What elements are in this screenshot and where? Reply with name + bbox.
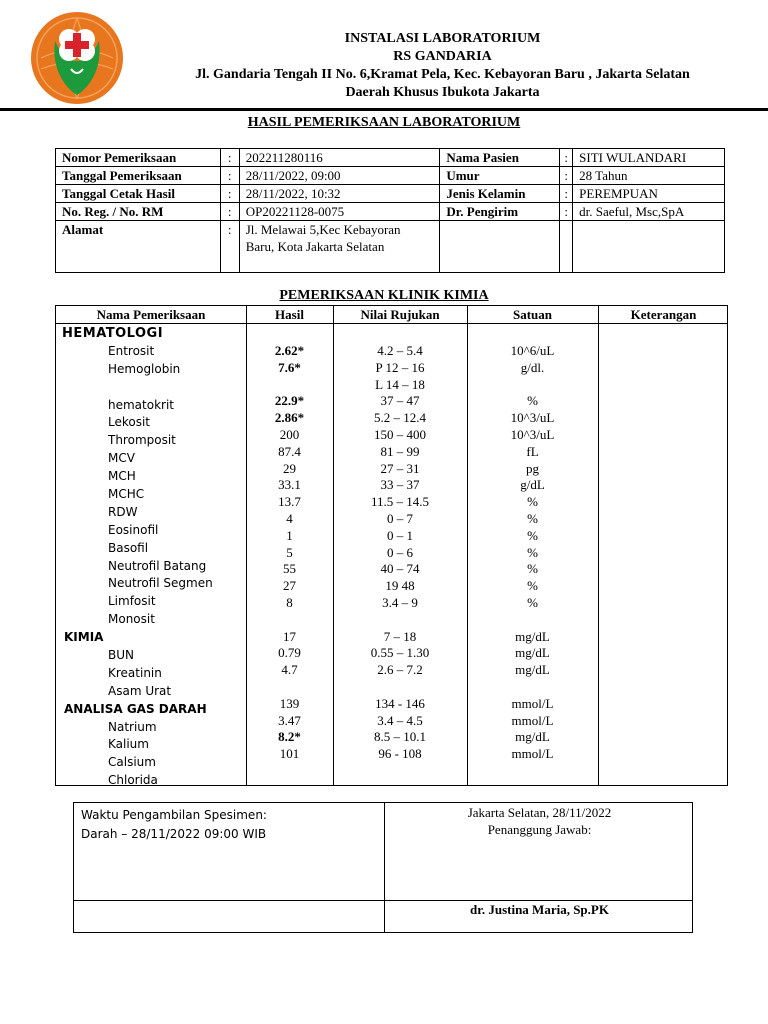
info-row: [56, 203, 725, 221]
column-divider: [598, 306, 599, 785]
test-name: MCH: [108, 469, 136, 484]
result-value: 4: [286, 510, 293, 526]
result-value: 3.47: [278, 712, 301, 728]
unit: 10^3/uL: [510, 410, 555, 426]
result-value: 17: [283, 628, 296, 644]
test-names-column: [56, 325, 246, 790]
result-value: 8.2*: [278, 729, 301, 745]
signature-box: [73, 802, 693, 933]
unit: mg/dL: [515, 662, 550, 678]
results-table: [55, 305, 728, 786]
exam-date-value: 28/11/2022, 09:00: [239, 167, 440, 185]
exam-number-value: 202211280116: [239, 149, 440, 167]
reference-range: 81 – 99: [380, 443, 420, 459]
reference-range: 0.55 – 1.30: [370, 645, 430, 661]
header-rujukan: Nilai Rujukan: [360, 307, 440, 322]
test-group: ANALISA GAS DARAH: [64, 701, 207, 716]
header-keterangan: Keterangan: [630, 307, 697, 322]
test-name: Entrosit: [108, 343, 155, 358]
unit: %: [527, 594, 538, 610]
reference-range: 5.2 – 12.4: [374, 410, 426, 426]
result-value: 139: [279, 695, 300, 711]
colon: :: [220, 149, 239, 167]
result-value: 2.86*: [274, 410, 305, 426]
test-name: Neutrofil Segmen: [108, 576, 213, 591]
reference-range: 3.4 – 4.5: [377, 712, 423, 728]
test-name: Hemoglobin: [108, 361, 181, 376]
result-value: [246, 612, 333, 629]
colon: :: [220, 185, 239, 203]
unit: g/dL: [520, 477, 545, 493]
colon: :: [220, 203, 239, 221]
header-divider: [0, 108, 768, 111]
address-line: Baru, Kota Jakarta Selatan: [245, 239, 385, 254]
specimen-label: Waktu Pengambilan Spesimen:: [81, 808, 267, 822]
reference-range: [333, 612, 467, 629]
reference-range: 4.2 – 5.4: [377, 343, 423, 358]
exam-number-label: Nomor Pemeriksaan: [56, 149, 221, 167]
specimen-value: Darah – 28/11/2022 09:00 WIB: [81, 827, 267, 841]
reference-range: 134 - 146: [375, 695, 425, 711]
signature-block: [385, 804, 694, 838]
test-name: Kreatinin: [108, 665, 162, 680]
reference-range: P 12 – 16: [375, 359, 425, 375]
test-name: Kalium: [108, 737, 149, 752]
place-date: Jakarta Selatan, 28/11/2022: [467, 805, 612, 820]
result-value: [246, 679, 333, 696]
reference-range: 0 – 1: [387, 527, 413, 543]
reg-value: OP20221128-0075: [239, 203, 440, 221]
info-row: [56, 221, 725, 273]
age-label: Umur: [440, 167, 560, 185]
reference-range: 11.5 – 14.5: [370, 494, 430, 510]
result-value: 1: [286, 527, 293, 543]
section-title: PEMERIKSAAN KLINIK KIMIA: [279, 288, 489, 303]
hospital-region: Daerah Khusus Ibukota Jakarta: [345, 85, 540, 100]
unit: %: [527, 527, 538, 543]
colon: :: [220, 167, 239, 185]
patient-name-label: Nama Pasien: [440, 149, 560, 167]
print-date-label: Tanggal Cetak Hasil: [56, 185, 221, 203]
test-name: Calsium: [108, 755, 156, 770]
colon: :: [560, 185, 573, 203]
unit: %: [527, 393, 538, 409]
reference-range: 150 – 400: [374, 426, 426, 442]
test-name: Limfosit: [108, 594, 156, 609]
unit: mg/dL: [515, 729, 550, 745]
test-name: Asam Urat: [108, 683, 172, 698]
unit: %: [527, 578, 538, 594]
result-value: 0.79: [278, 645, 301, 661]
test-name: RDW: [108, 504, 138, 519]
colon: :: [560, 149, 573, 167]
letterhead: [130, 30, 755, 102]
result-value: 7.6*: [278, 359, 301, 375]
unit: mmol/L: [511, 746, 554, 762]
box-divider: [74, 900, 692, 901]
empty-cell: [573, 221, 725, 273]
result-value: 29: [283, 460, 296, 476]
document-title: HASIL PEMERIKSAAN LABORATORIUM: [247, 115, 521, 130]
hospital-logo: [27, 11, 127, 106]
sex-value: PEREMPUAN: [573, 185, 725, 203]
result-value: [246, 377, 333, 394]
reference-column: [333, 343, 467, 763]
result-value: 87.4: [278, 443, 301, 459]
unit: mg/dL: [515, 628, 550, 644]
result-value: 33.1: [278, 477, 301, 493]
unit: [467, 679, 598, 696]
reference-range: 40 – 74: [380, 561, 420, 577]
address-line: Jl. Melawai 5,Kec Kebayoran: [245, 222, 401, 237]
reference-range: 0 – 7: [387, 510, 413, 526]
test-group: KIMIA: [64, 630, 104, 645]
unit: mmol/L: [511, 712, 554, 728]
colon: :: [560, 167, 573, 185]
reference-range: 0 – 6: [387, 544, 413, 560]
reference-range: 7 – 18: [383, 628, 417, 644]
doctor-label: Dr. Pengirim: [440, 203, 560, 221]
print-date-value: 28/11/2022, 10:32: [239, 185, 440, 203]
results-header: [56, 306, 727, 324]
result-value: 200: [279, 426, 300, 442]
patient-info-table: [55, 148, 725, 273]
reference-range: 96 - 108: [378, 746, 422, 762]
unit: mmol/L: [511, 695, 554, 711]
result-value: 5: [286, 544, 293, 560]
age-value: 28 Tahun: [573, 167, 725, 185]
reference-range: 37 – 47: [380, 393, 420, 409]
info-row: [56, 167, 725, 185]
reference-range: [333, 679, 467, 696]
patient-name-value: SITI WULANDARI: [573, 149, 725, 167]
unit: [467, 612, 598, 629]
unit: fL: [526, 443, 539, 459]
test-name: Natrium: [108, 719, 157, 734]
reg-label: No. Reg. / No. RM: [56, 203, 221, 221]
test-name: MCV: [108, 451, 135, 466]
test-name: [56, 379, 246, 397]
institution-name: INSTALASI LABORATORIUM: [344, 31, 541, 46]
unit: %: [527, 510, 538, 526]
results-column: [246, 343, 333, 763]
unit: [467, 377, 598, 394]
unit: 10^3/uL: [510, 426, 555, 442]
result-value: 4.7: [281, 662, 298, 678]
responsible-label: Penanggung Jawab:: [487, 822, 592, 837]
test-name: MCHC: [108, 487, 145, 502]
test-group: HEMATOLOGI: [62, 326, 164, 341]
test-name: Thromposit: [108, 433, 176, 448]
colon: :: [560, 203, 573, 221]
reference-range: 8.5 – 10.1: [374, 729, 426, 745]
test-name: Chlorida: [108, 773, 158, 788]
empty-cell: [440, 221, 560, 273]
unit: 10^6/uL: [510, 343, 555, 358]
info-row: [56, 185, 725, 203]
address-label: Alamat: [56, 221, 221, 273]
doctor-value: dr. Saeful, Msc,SpA: [573, 203, 725, 221]
result-value: 101: [279, 746, 300, 762]
test-name: BUN: [108, 648, 134, 663]
unit: g/dl.: [520, 359, 545, 375]
reference-range: 33 – 37: [380, 477, 420, 493]
test-name: hematokrit: [108, 397, 174, 412]
test-name: Basofil: [108, 540, 149, 555]
unit: %: [527, 494, 538, 510]
address-value: [239, 221, 440, 273]
result-value: 55: [283, 561, 296, 577]
test-name: Lekosit: [108, 415, 151, 430]
sex-label: Jenis Kelamin: [440, 185, 560, 203]
reference-range: 19 48: [385, 578, 415, 594]
info-row: [56, 149, 725, 167]
result-value: 2.62*: [274, 343, 305, 358]
result-value: 13.7: [278, 494, 301, 510]
hospital-name: RS GANDARIA: [393, 49, 492, 64]
result-value: 22.9*: [274, 393, 305, 409]
empty-cell: [560, 221, 573, 273]
unit: %: [527, 561, 538, 577]
test-name: Monosit: [108, 612, 155, 627]
colon: :: [220, 221, 239, 273]
specimen-info: [81, 806, 267, 844]
unit: pg: [526, 460, 539, 476]
signer-name: dr. Justina Maria, Sp.PK: [470, 902, 609, 917]
unit: mg/dL: [515, 645, 550, 661]
header-satuan: Satuan: [512, 307, 553, 322]
header-nama: Nama Pemeriksaan: [96, 307, 206, 322]
reference-range: L 14 – 18: [375, 376, 425, 392]
unit: %: [527, 544, 538, 560]
units-column: [467, 343, 598, 763]
test-name: Neutrofil Batang: [108, 558, 207, 573]
header-hasil: Hasil: [275, 307, 304, 322]
reference-range: 3.4 – 9: [382, 594, 418, 610]
exam-date-label: Tanggal Pemeriksaan: [56, 167, 221, 185]
reference-range: 2.6 – 7.2: [377, 662, 423, 678]
result-value: 27: [283, 578, 296, 594]
hospital-address: Jl. Gandaria Tengah II No. 6,Kramat Pela, Kec. Kebayoran Baru , Jakarta Selatan: [195, 67, 690, 82]
test-name: Eosinofil: [108, 522, 159, 537]
result-value: 8: [286, 594, 293, 610]
reference-range: 27 – 31: [380, 460, 420, 476]
